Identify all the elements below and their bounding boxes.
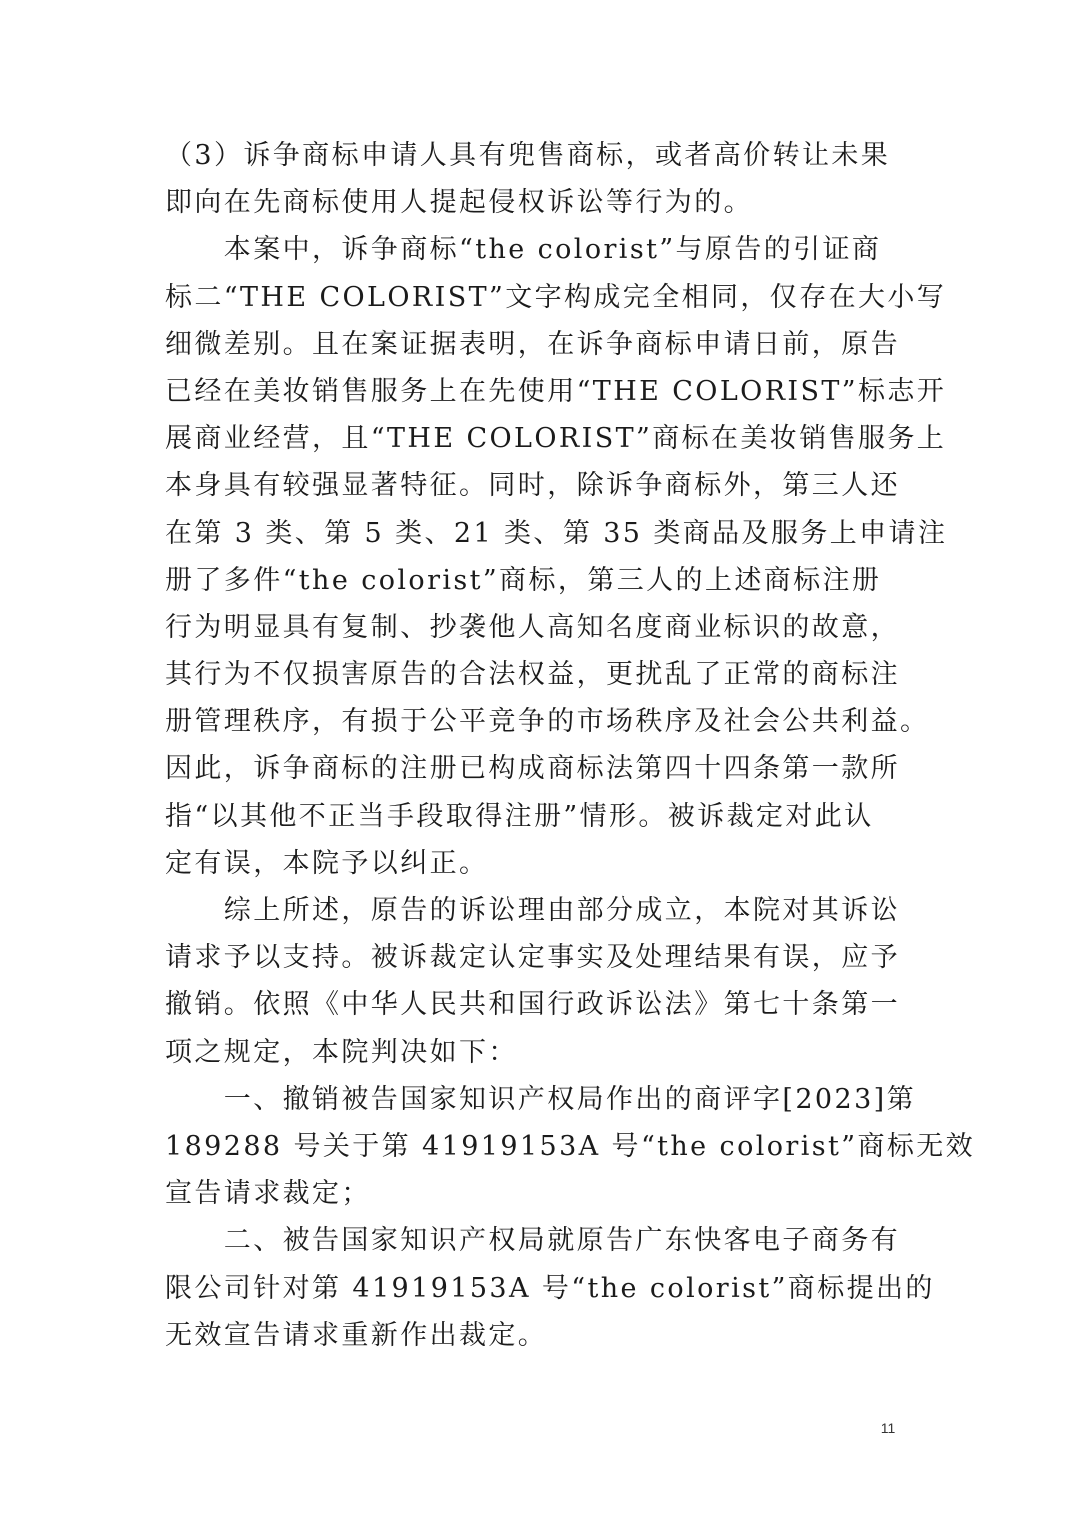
page-number: 11 xyxy=(880,1420,896,1436)
paragraph-1 xyxy=(165,132,901,226)
text-line: 即向在先商标使用人提起侵权诉讼等行为的。 xyxy=(165,187,753,219)
text-line: 册管理秩序，有损于公平竞争的市场秩序及社会公共利益。 xyxy=(165,706,930,738)
text-line: （3）诉争商标申请人具有兜售商标，或者高价转让未果 xyxy=(165,140,891,171)
paragraph-2 xyxy=(165,226,948,887)
text-line: 综上所述，原告的诉讼理由部分成立，本院对其诉讼 xyxy=(165,895,900,926)
paragraph-4 xyxy=(165,1076,976,1218)
text-line: 行为明显具有复制、抄袭他人高知名度商业标识的故意， xyxy=(165,611,900,643)
text-line: 限公司针对第 41919153A 号“the colorist”商标提出的 xyxy=(165,1272,935,1304)
text-line: 无效宣告请求重新作出裁定。 xyxy=(165,1319,548,1351)
text-line: 展商业经营，且“THE COLORIST”商标在美妆销售服务上 xyxy=(165,423,947,455)
text-line: 在第 3 类、第 5 类、21 类、第 35 类商品及服务上申请注 xyxy=(165,517,948,549)
text-line: 已经在美妆销售服务上在先使用“THE COLORIST”标志开 xyxy=(165,375,947,407)
text-line: 一、撤销被告国家知识产权局作出的商评字[2023]第 xyxy=(165,1083,916,1115)
text-line: 二、被告国家知识产权局就原告广东快客电子商务有 xyxy=(165,1225,900,1257)
text-line: 定有误，本院予以纠正。 xyxy=(165,847,489,879)
text-line: 因此，诉争商标的注册已构成商标法第四十四条第一款所 xyxy=(165,753,900,785)
text-line: 项之规定，本院判决如下： xyxy=(165,1036,518,1068)
text-line: 请求予以支持。被诉裁定认定事实及处理结果有误，应予 xyxy=(165,942,900,974)
text-line: 册了多件“the colorist”商标，第三人的上述商标注册 xyxy=(165,564,882,596)
text-line: 指“以其他不正当手段取得注册”情形。被诉裁定对此认 xyxy=(165,800,874,832)
text-line: 细微差别。且在案证据表明，在诉争商标申请日前，原告 xyxy=(165,328,900,360)
text-line: 本案中，诉争商标“the colorist”与原告的引证商 xyxy=(165,234,882,266)
text-line: 标二“THE COLORIST”文字构成完全相同，仅存在大小写 xyxy=(165,281,947,313)
document-body xyxy=(165,132,976,1359)
text-line: 宣告请求裁定； xyxy=(165,1178,371,1210)
paragraph-3 xyxy=(165,887,901,1076)
text-line: 本身具有较强显著特征。同时，除诉争商标外，第三人还 xyxy=(165,470,900,502)
text-line: 189288 号关于第 41919153A 号“the colorist”商标无效 xyxy=(165,1130,976,1162)
paragraph-5 xyxy=(165,1217,935,1359)
text-line: 其行为不仅损害原告的合法权益，更扰乱了正常的商标注 xyxy=(165,659,900,691)
text-line: 撤销。依照《中华人民共和国行政诉讼法》第七十条第一 xyxy=(165,989,900,1021)
